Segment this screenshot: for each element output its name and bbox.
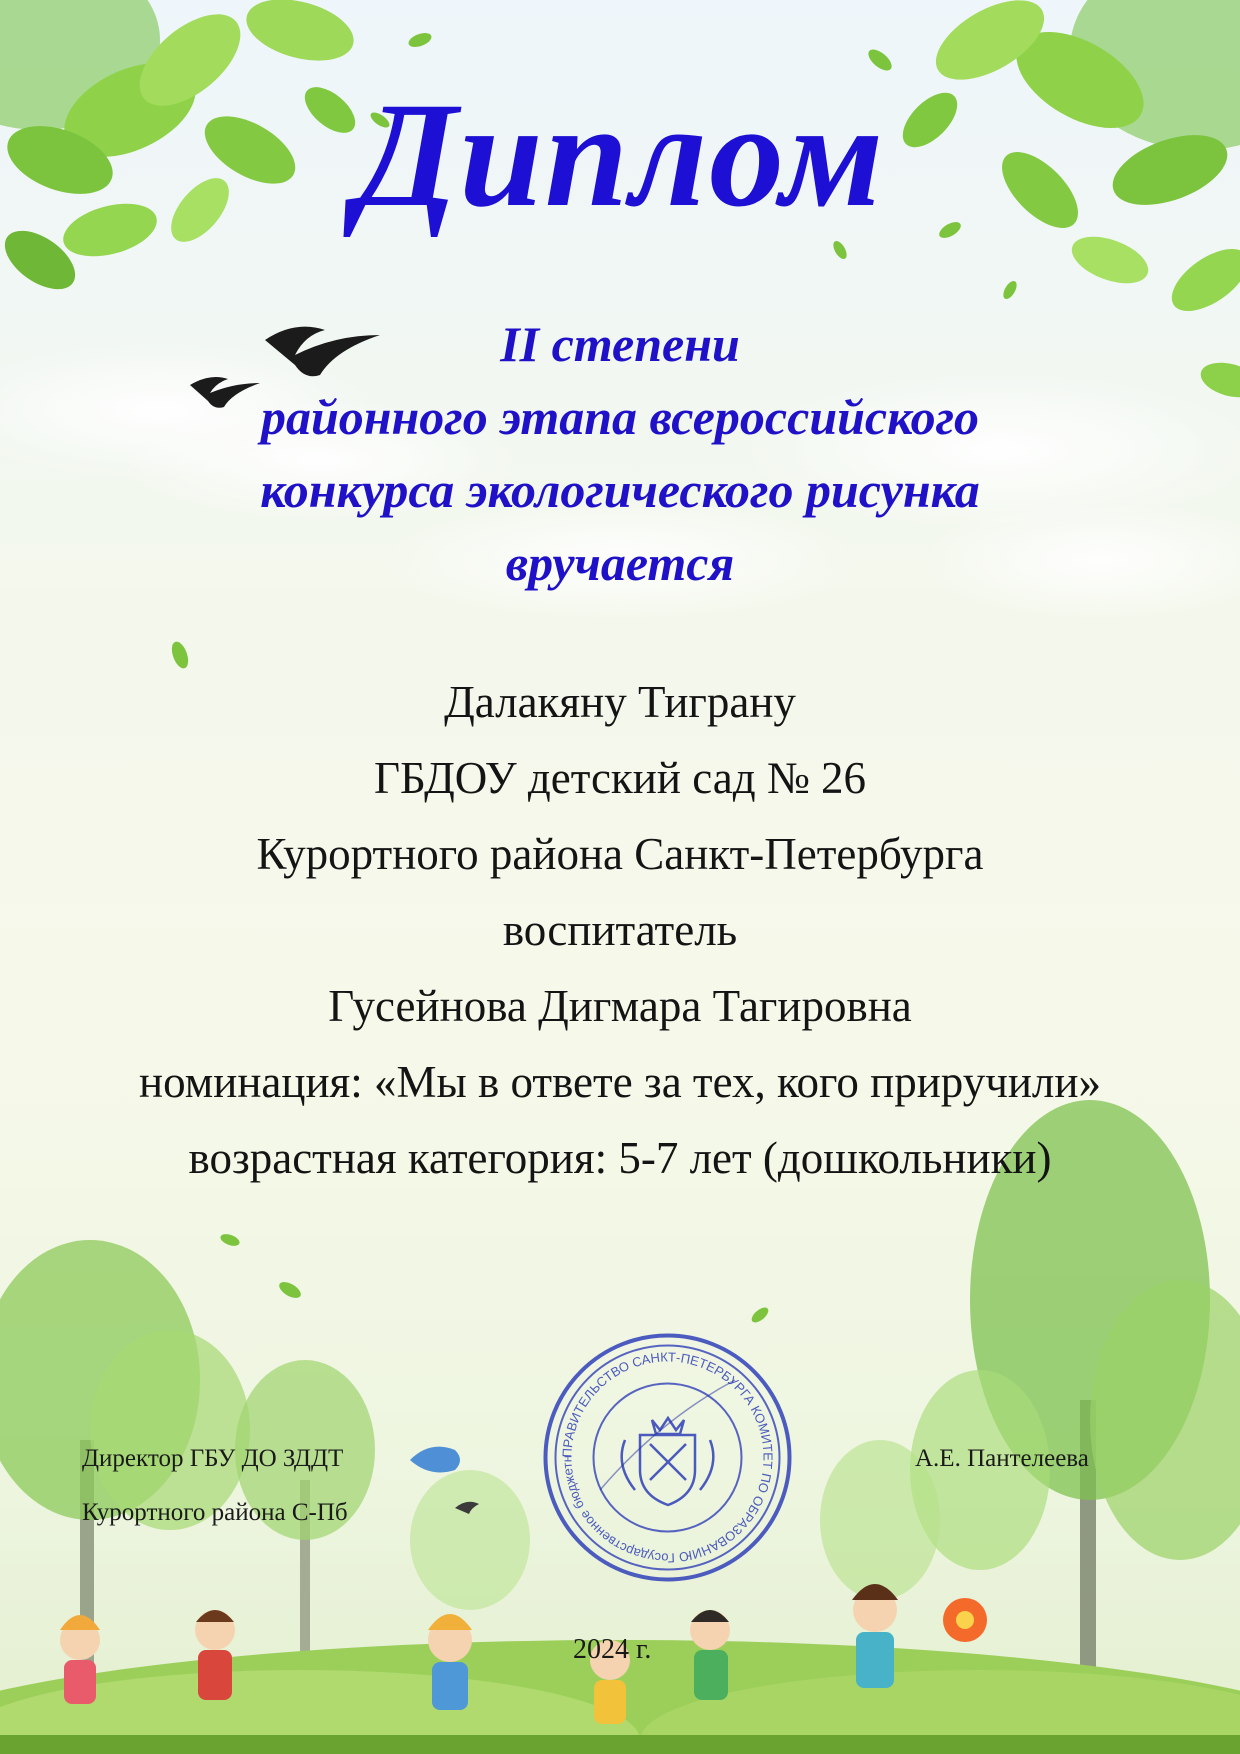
age-category: возрастная категория: 5-7 лет (дошкольники) xyxy=(188,1133,1052,1183)
signatory-position-line-2: Курортного района С-Пб xyxy=(82,1499,348,1526)
coat-of-arms-icon xyxy=(622,1418,714,1505)
signatory-name: А.Е. Пантелеева xyxy=(915,1445,1089,1472)
degree-line: II степени xyxy=(500,316,740,372)
issue-year: 2024 г. xyxy=(573,1634,652,1665)
district: Курортного района Санкт-Петербурга xyxy=(256,829,984,879)
awarded-line: вручается xyxy=(505,535,735,591)
event-line-1: районного этапа всероссийского xyxy=(260,389,980,445)
stamp-text: ПРАВИТЕЛЬСТВО САНКТ-ПЕТЕРБУРГА КОМИТЕТ ПО ОБРАЗОВАНИЮ Государственное бюджетн xyxy=(559,1349,776,1566)
recipient-block xyxy=(0,664,1240,1196)
teacher-name: Гусейнова Дигмара Тагировна xyxy=(328,981,912,1031)
diploma-title: Диплом xyxy=(354,72,886,238)
official-stamp xyxy=(540,1330,795,1585)
diploma-subheading xyxy=(0,308,1240,600)
recipient-name: Далакяну Тиграну xyxy=(444,677,796,727)
stamp-seal-icon xyxy=(540,1330,795,1585)
flower xyxy=(943,1598,987,1642)
nomination: номинация: «Мы в ответе за тех, кого приручили» xyxy=(139,1057,1101,1107)
institution: ГБДОУ детский сад № 26 xyxy=(373,753,867,803)
teacher-role: воспитатель xyxy=(502,905,738,955)
signatory-position-line-1: Директор ГБУ ДО ЗДДТ xyxy=(82,1445,344,1472)
event-line-2: конкурса экологического рисунка xyxy=(260,462,980,518)
